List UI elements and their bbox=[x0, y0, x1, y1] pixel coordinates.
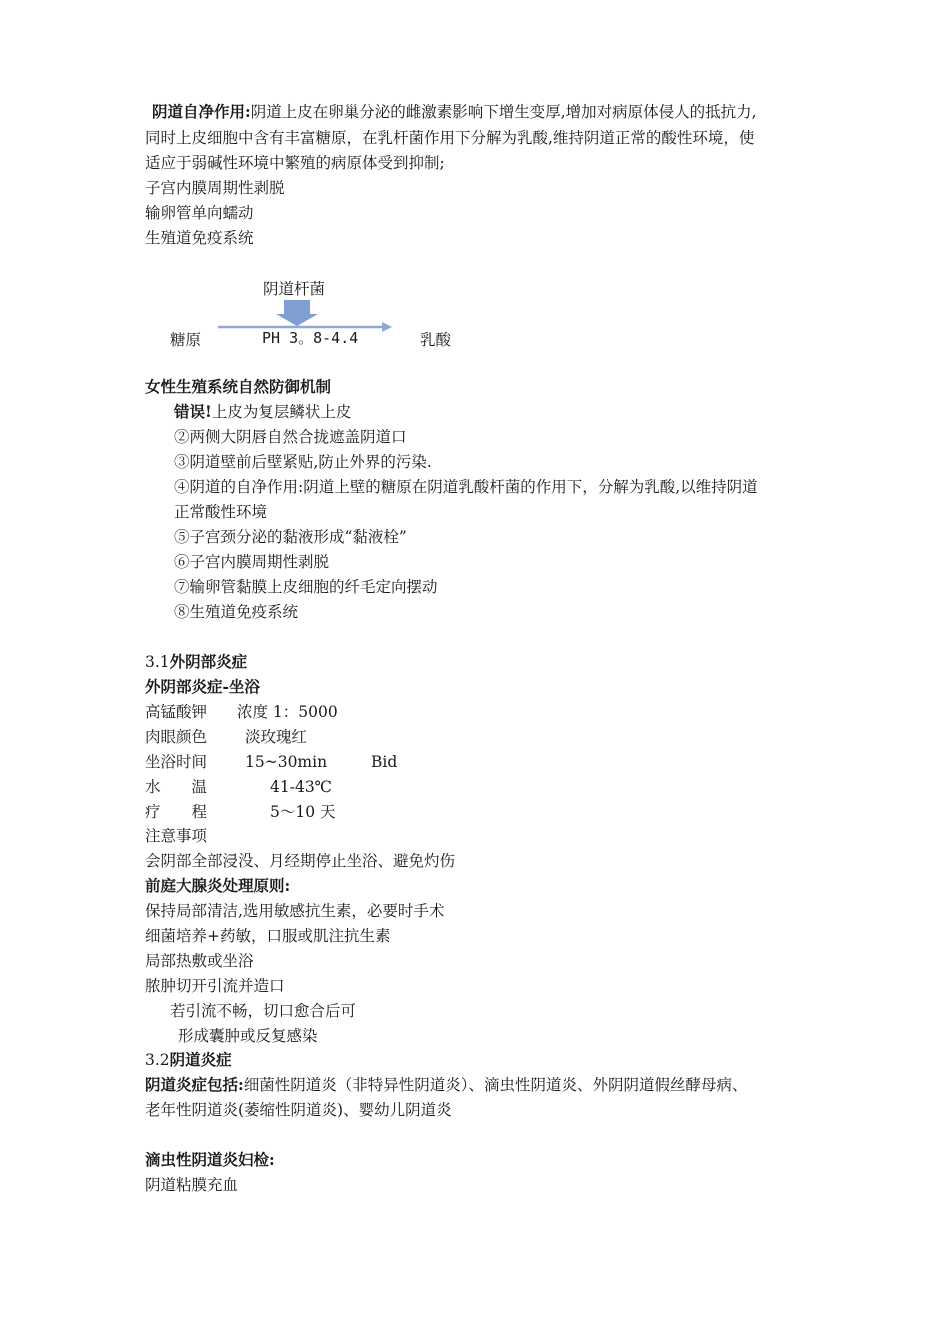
defense-item-4a: ④阴道的自净作用:阴道上壁的糖原在阴道乳酸杆菌的作用下，分解为乳酸,以维持阴道 bbox=[174, 478, 758, 496]
self-clean-label: 阴道自净作用: bbox=[152, 102, 251, 121]
sitz-row-3-extra: Bid bbox=[371, 753, 398, 771]
defense-item-2: ②两侧大阴唇自然合拢遮盖阴道口 bbox=[174, 428, 407, 446]
sitz-row-3-value: 15~30min bbox=[245, 753, 328, 771]
sitz-row-4-key: 水 温 bbox=[145, 778, 208, 796]
section-31-heading bbox=[145, 652, 247, 672]
bartholin-indent-1: 若引流不畅，切口愈合后可 bbox=[170, 1002, 357, 1020]
self-clean-text-1: 阴道上皮在卵巢分泌的雌激素影响下增生变厚,增加对病原体侵人的抵抗力, bbox=[250, 103, 757, 121]
defense-item-5: ⑤子宫颈分泌的黏液形成“黏液栓” bbox=[174, 528, 407, 546]
sitz-row-4-value: 41-43℃ bbox=[270, 778, 333, 796]
defense-item-8: ⑧生殖道免疫系统 bbox=[174, 603, 299, 621]
self-clean-line-3: 适应于弱碱性环境中繁殖的病原体受到抑制; bbox=[145, 154, 445, 172]
tricho-item: 阴道粘膜充血 bbox=[145, 1176, 239, 1194]
sitz-row-3 bbox=[145, 752, 397, 772]
extra-item-1: 子宫内膜周期性剥脱 bbox=[145, 179, 285, 197]
diagram-right-label: 乳酸 bbox=[420, 331, 452, 349]
sitz-row-3-key: 坐浴时间 bbox=[145, 753, 208, 771]
sitz-row-1 bbox=[145, 702, 338, 722]
bartholin-title: 前庭大腺炎处理原则: bbox=[145, 876, 291, 895]
section-32-num: 3.2 bbox=[145, 1051, 170, 1069]
sitz-row-1-key: 高锰酸钾 bbox=[145, 703, 208, 721]
self-clean-line-2: 同时上皮细胞中含有丰富糖原，在乳杆菌作用下分解为乳酸,维持阴道正常的酸性环境，使 bbox=[145, 129, 755, 147]
section-31-num: 3.1 bbox=[145, 653, 170, 671]
extra-item-2: 输卵管单向蠕动 bbox=[145, 204, 254, 222]
sitz-row-2 bbox=[145, 727, 307, 747]
bartholin-item-1: 保持局部清洁,选用敏感抗生素，必要时手术 bbox=[145, 902, 445, 920]
vaginitis-types-text-1: 细菌性阴道炎（非特异性阴道炎）、滴虫性阴道炎、外阴阴道假丝酵母病、 bbox=[243, 1076, 748, 1094]
sitz-row-2-key: 肉眼颜色 bbox=[145, 728, 208, 746]
bartholin-item-2: 细菌培养+药敏，口服或肌注抗生素 bbox=[145, 927, 391, 945]
diagram-top-label: 阴道杆菌 bbox=[263, 280, 326, 298]
sitz-row-5-value: 5～10 天 bbox=[270, 803, 336, 821]
vaginitis-types-line-2: 老年性阴道炎(萎缩性阴道炎)、婴幼儿阴道炎 bbox=[145, 1101, 452, 1119]
diagram-down-arrow-head bbox=[276, 314, 318, 326]
diagram-right-arrow-head bbox=[382, 322, 392, 332]
sitz-row-5-key: 疗 程 bbox=[145, 803, 208, 821]
extra-item-3: 生殖道免疫系统 bbox=[145, 229, 254, 247]
sitz-row-4 bbox=[145, 777, 332, 797]
defense-item-1 bbox=[174, 402, 351, 422]
notes-title: 注意事项 bbox=[145, 827, 208, 845]
diagram-mid-label: PH 3。8-4.4 bbox=[262, 329, 359, 347]
tricho-title: 滴虫性阴道炎妇检: bbox=[145, 1150, 275, 1169]
section-32-title: 阴道炎症 bbox=[169, 1050, 232, 1069]
bartholin-item-4: 脓肿切开引流并造口 bbox=[145, 977, 285, 995]
glycogen-lactic-acid-diagram bbox=[150, 270, 510, 360]
section-32-heading bbox=[145, 1050, 232, 1070]
self-clean-line-1 bbox=[152, 102, 757, 122]
diagram-left-label: 糖原 bbox=[170, 331, 202, 349]
defense-item-4b: 正常酸性环境 bbox=[174, 503, 268, 521]
defense-title: 女性生殖系统自然防御机制 bbox=[145, 377, 332, 396]
sitz-row-2-value: 淡玫瑰红 bbox=[245, 728, 308, 746]
defense-item-3: ③阴道壁前后壁紧贴,防止外界的污染. bbox=[174, 453, 432, 471]
sitz-row-5 bbox=[145, 802, 336, 822]
defense-error-text: 错误! bbox=[174, 402, 212, 421]
notes-text: 会阴部全部浸没、月经期停止坐浴、避免灼伤 bbox=[145, 852, 456, 870]
vaginitis-types-label: 阴道炎症包括: bbox=[145, 1075, 244, 1094]
bartholin-indent-2: 形成囊肿或反复感染 bbox=[178, 1027, 318, 1045]
sitz-row-1-value: 浓度 1：5000 bbox=[237, 703, 338, 721]
defense-item-7: ⑦输卵管黏膜上皮细胞的纤毛定向摆动 bbox=[174, 578, 438, 596]
defense-item-1-text: 上皮为复层鳞状上皮 bbox=[211, 403, 352, 421]
diagram-down-arrow-body bbox=[284, 300, 310, 314]
bartholin-item-3: 局部热敷或坐浴 bbox=[145, 952, 254, 970]
vaginitis-types-line-1 bbox=[145, 1075, 748, 1095]
section-31-title: 外阴部炎症 bbox=[169, 652, 248, 671]
sitz-bath-subtitle: 外阴部炎症-坐浴 bbox=[145, 677, 260, 696]
defense-item-6: ⑥子宫内膜周期性剥脱 bbox=[174, 553, 330, 571]
